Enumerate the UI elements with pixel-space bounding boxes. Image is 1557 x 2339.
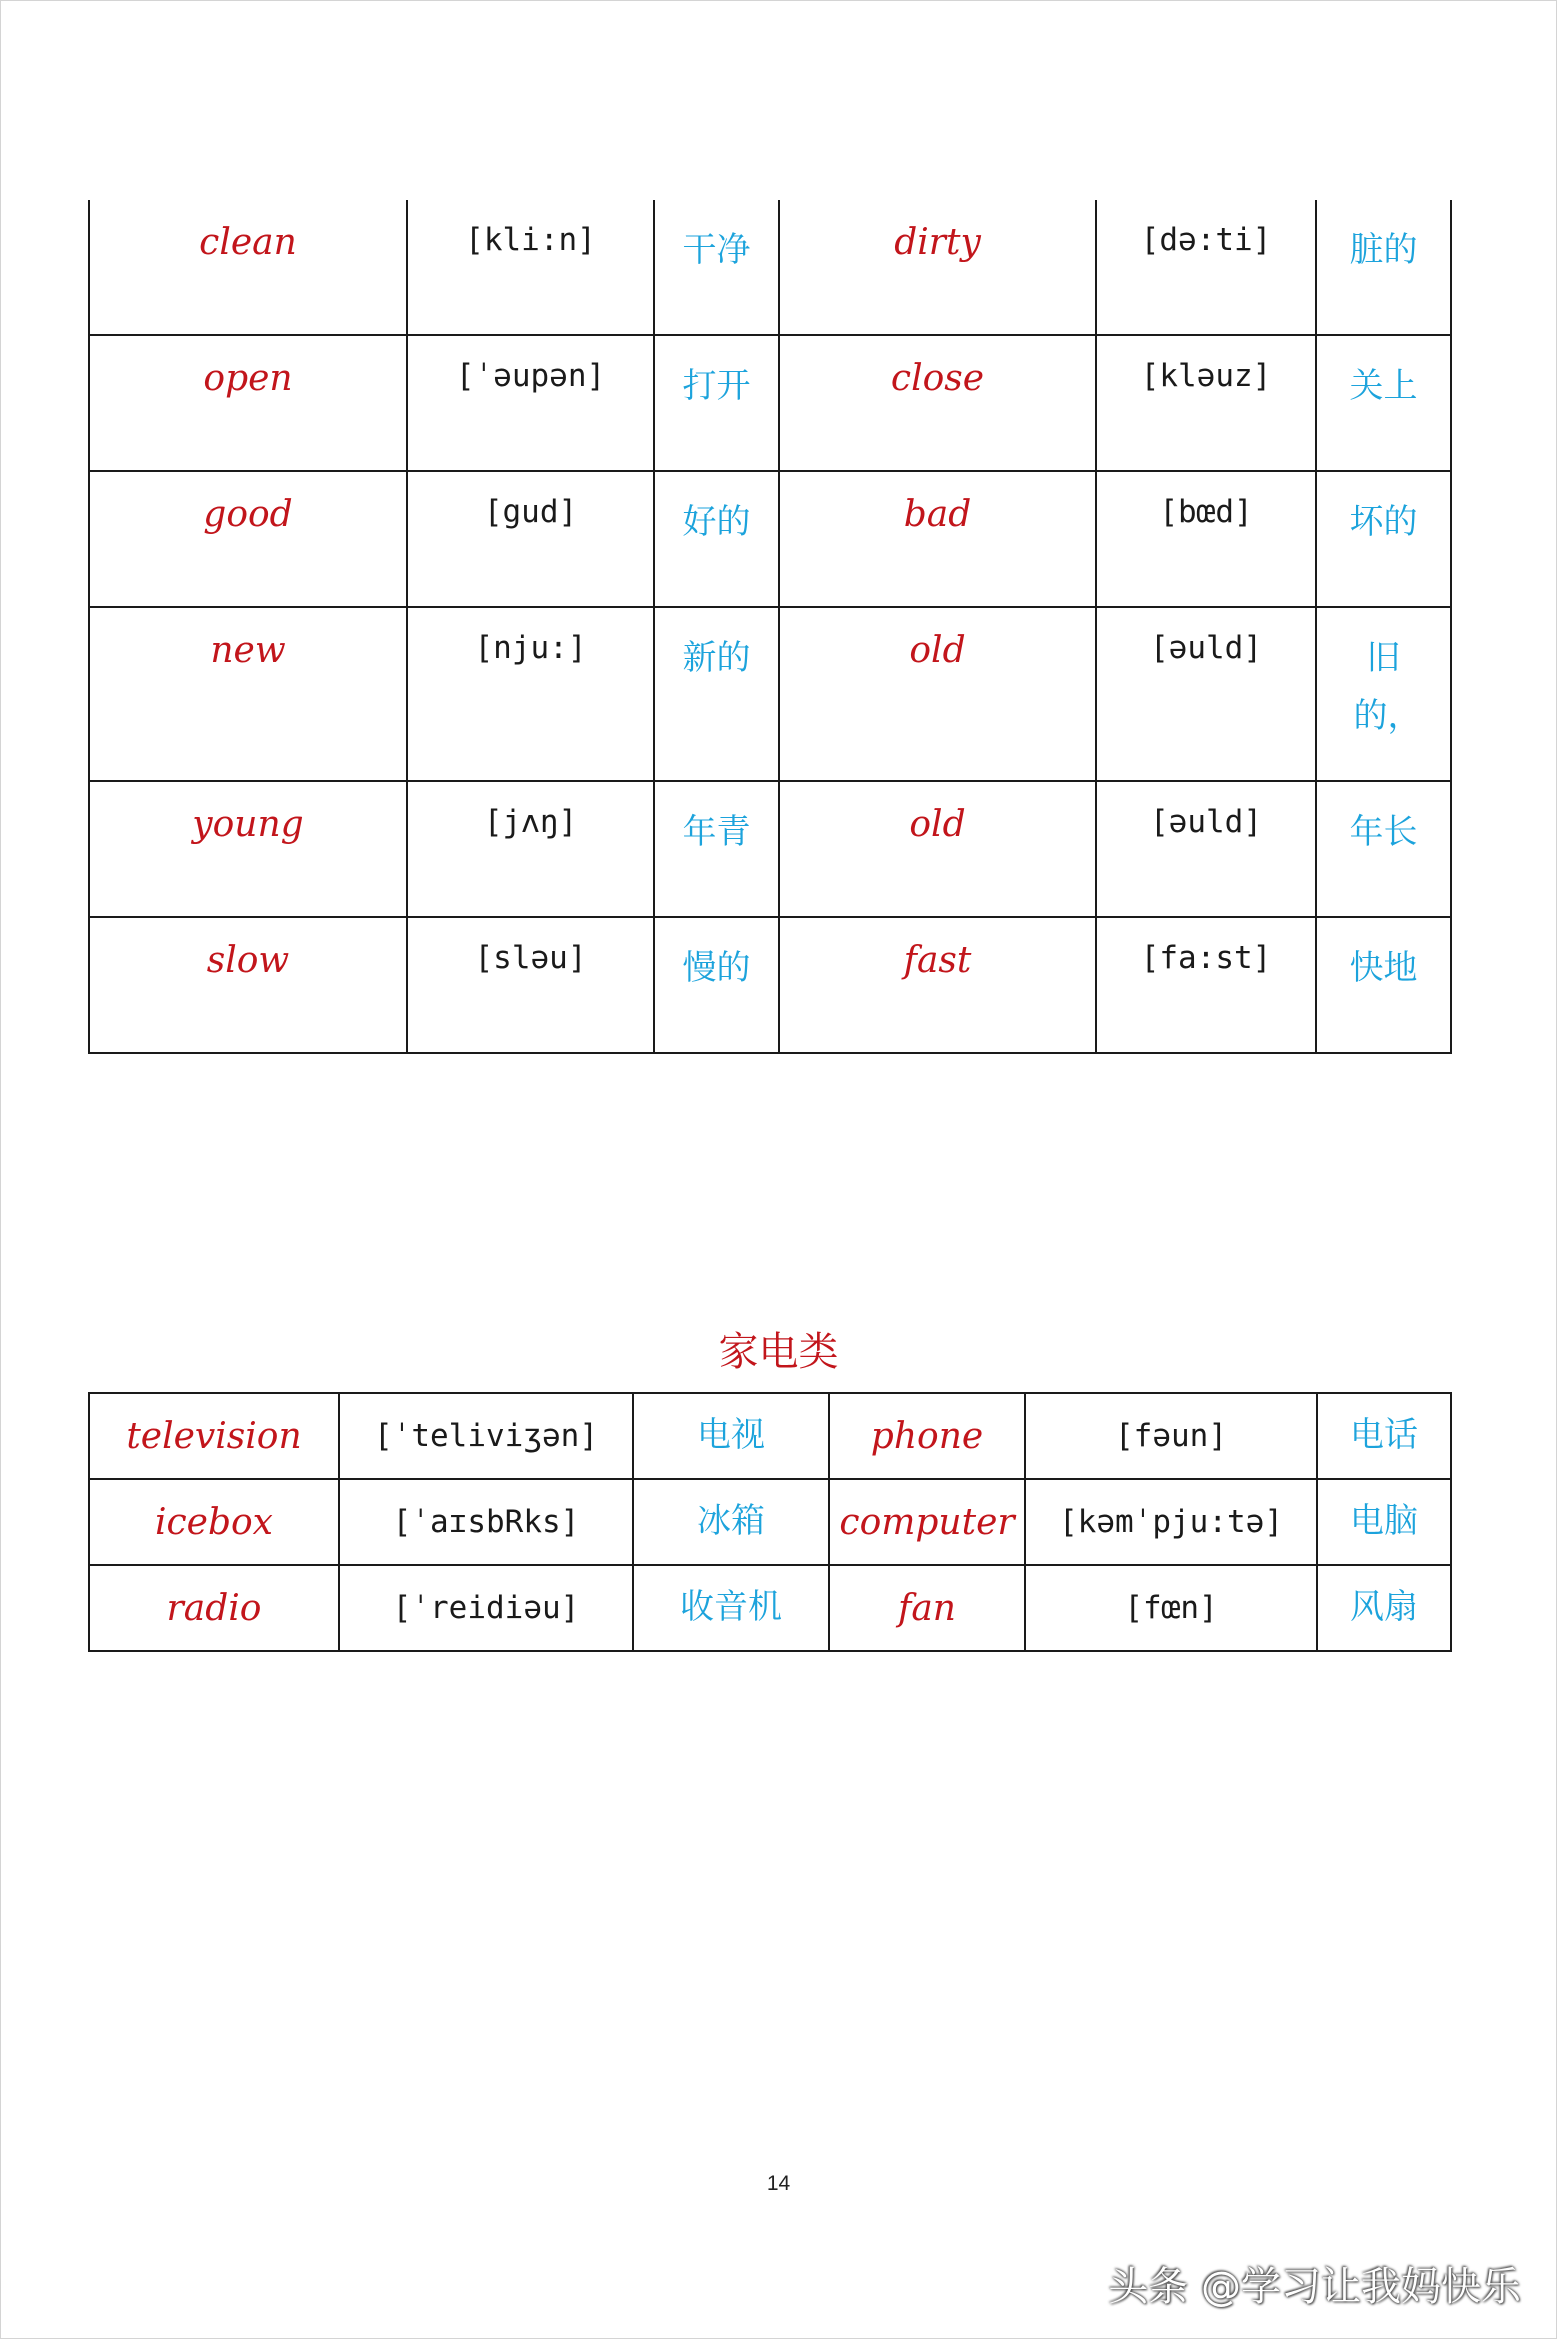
- chinese-meaning: 好的: [654, 471, 779, 607]
- chinese-meaning: 电脑: [1317, 1479, 1451, 1565]
- english-word: open: [89, 335, 407, 471]
- page-number: 14: [766, 2172, 791, 2195]
- chinese-meaning: 脏的: [1316, 200, 1451, 335]
- english-word: fast: [779, 917, 1096, 1053]
- english-word: dirty: [779, 200, 1096, 335]
- english-word: television: [89, 1393, 339, 1479]
- english-word: phone: [829, 1393, 1025, 1479]
- chinese-meaning: 收音机: [633, 1565, 829, 1651]
- chinese-meaning: 打开: [654, 335, 779, 471]
- english-word: computer: [829, 1479, 1025, 1565]
- english-word: old: [779, 607, 1096, 781]
- english-word: bad: [779, 471, 1096, 607]
- table-row: [89, 1393, 1451, 1479]
- english-word: icebox: [89, 1479, 339, 1565]
- watermark: 头条 @学习让我妈快乐: [1108, 2264, 1521, 2310]
- phonetic: [fœn]: [1025, 1565, 1317, 1651]
- phonetic: [fa:st]: [1096, 917, 1316, 1053]
- phonetic: [jʌŋ]: [407, 781, 654, 917]
- phonetic: [sləu]: [407, 917, 654, 1053]
- english-word: slow: [89, 917, 407, 1053]
- english-word: good: [89, 471, 407, 607]
- english-word: clean: [89, 200, 407, 335]
- chinese-meaning: 慢的: [654, 917, 779, 1053]
- phonetic: [fəun]: [1025, 1393, 1317, 1479]
- chinese-meaning: 电话: [1317, 1393, 1451, 1479]
- table-row: [89, 917, 1451, 1053]
- chinese-meaning: 年长: [1316, 781, 1451, 917]
- section-title: 家电类: [718, 1329, 839, 1375]
- phonetic: [ˈəupən]: [407, 335, 654, 471]
- phonetic: [bœd]: [1096, 471, 1316, 607]
- table-row: [89, 1479, 1451, 1565]
- phonetic: [nju:]: [407, 607, 654, 781]
- table-row: [89, 335, 1451, 471]
- chinese-meaning: 快地: [1316, 917, 1451, 1053]
- phonetic: [əuld]: [1096, 607, 1316, 781]
- table-row: [89, 471, 1451, 607]
- appliances-table: [88, 1392, 1452, 1652]
- english-word: close: [779, 335, 1096, 471]
- chinese-meaning: 新的: [654, 607, 779, 781]
- table-row: [89, 607, 1451, 781]
- chinese-meaning: 年青: [654, 781, 779, 917]
- chinese-meaning: 旧的，: [1316, 607, 1451, 781]
- english-word: old: [779, 781, 1096, 917]
- phonetic: [də:ti]: [1096, 200, 1316, 335]
- table-row: [89, 1565, 1451, 1651]
- english-word: fan: [829, 1565, 1025, 1651]
- phonetic: [ˈaɪsbRks]: [339, 1479, 633, 1565]
- phonetic: [kli:n]: [407, 200, 654, 335]
- phonetic: [ˈteliviʒən]: [339, 1393, 633, 1479]
- chinese-meaning: 关上: [1316, 335, 1451, 471]
- phonetic: [gud]: [407, 471, 654, 607]
- phonetic: [kəmˈpju:tə]: [1025, 1479, 1317, 1565]
- adjective-opposites-table: [88, 200, 1452, 1054]
- phonetic: [əuld]: [1096, 781, 1316, 917]
- phonetic: [ˈreidiəu]: [339, 1565, 633, 1651]
- phonetic: [kləuz]: [1096, 335, 1316, 471]
- chinese-meaning: 电视: [633, 1393, 829, 1479]
- chinese-meaning: 风扇: [1317, 1565, 1451, 1651]
- english-word: new: [89, 607, 407, 781]
- table-row: [89, 200, 1451, 335]
- table-row: [89, 781, 1451, 917]
- english-word: young: [89, 781, 407, 917]
- chinese-meaning: 坏的: [1316, 471, 1451, 607]
- chinese-meaning: 冰箱: [633, 1479, 829, 1565]
- chinese-meaning: 干净: [654, 200, 779, 335]
- english-word: radio: [89, 1565, 339, 1651]
